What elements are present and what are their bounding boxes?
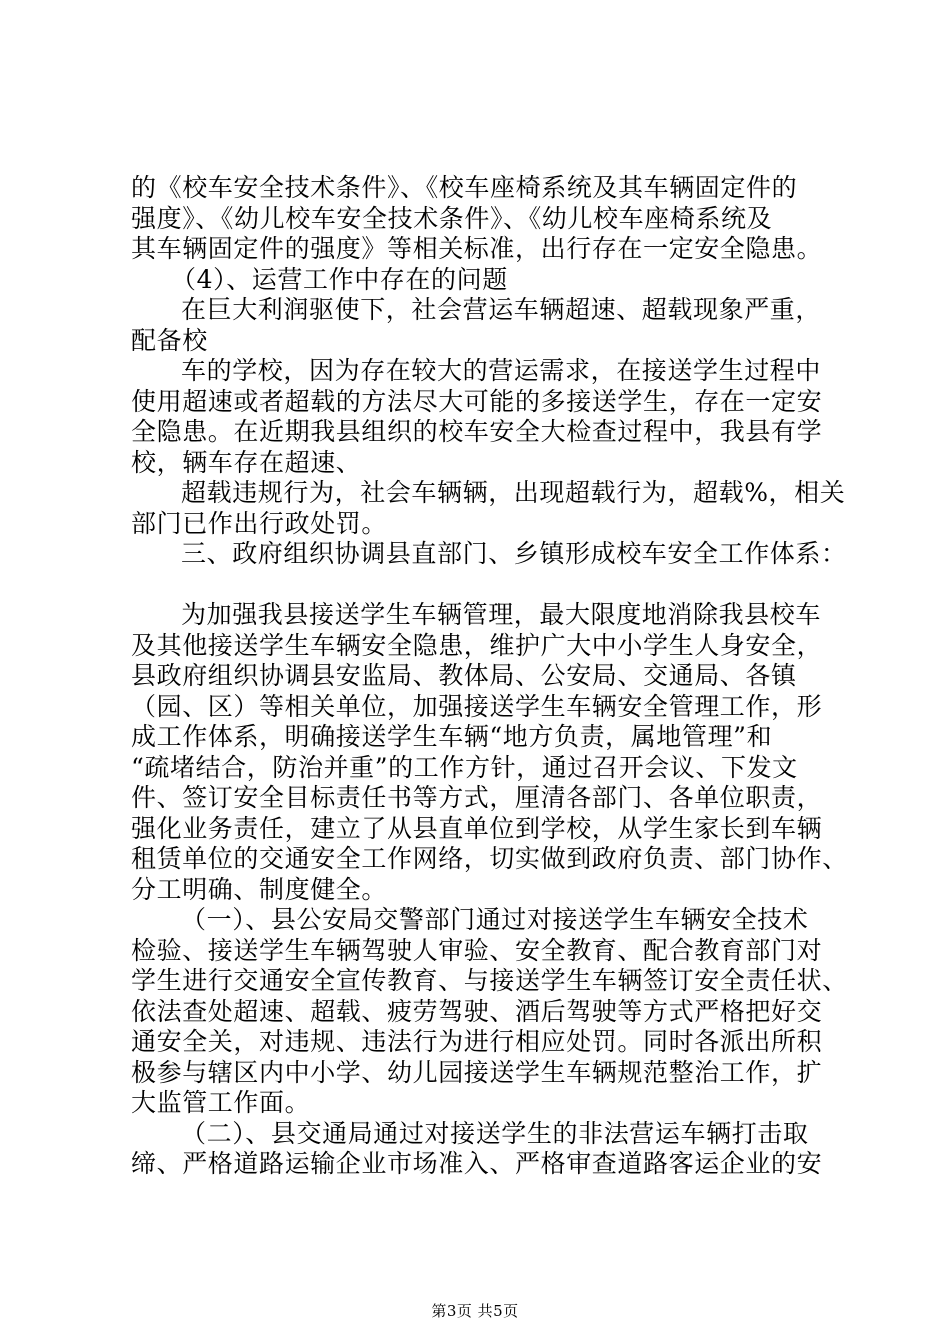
text-line: 部门已作出行政处罚。	[131, 508, 388, 538]
page-footer	[0, 1302, 950, 1320]
text-line: 大监管工作面。	[131, 1088, 311, 1117]
paragraph-start: 超载违规行为，社会车辆辆，出现超载行为，超载%，相关	[181, 478, 846, 507]
paragraph-start: 在巨大利润驱使下，社会营运车辆超速、超载现象严重，	[181, 295, 822, 324]
paragraph-start: 为加强我县接送学生车辆管理，最大限度地消除我县校车	[181, 600, 822, 629]
paragraph-start: （二）、县交通局通过对接送学生的非法营运车辆打击取	[181, 1118, 809, 1148]
text-line: 租赁单位的交通安全工作网络，切实做到政府负责、部门协作、	[131, 844, 848, 873]
text-line: 缔、严格道路运输企业市场准入、严格审查道路客运企业的安	[131, 1149, 823, 1178]
text-line: 检验、接送学生车辆驾驶人审验、安全教育、配合教育部门对	[131, 935, 823, 965]
paragraph-start: （一）、县公安局交警部门通过对接送学生车辆安全技术	[181, 905, 809, 934]
paragraph-start: 车的学校，因为存在较大的营运需求，在接送学生过程中	[181, 356, 822, 385]
text-line: 依法查处超速、超载、疲劳驾驶、酒后驾驶等方式严格把好交	[131, 996, 823, 1026]
text-line: 极参与辖区内中小学、幼儿园接送学生车辆规范整治工作，扩	[131, 1057, 823, 1087]
section-heading: （4）、运营工作中存在的问题	[171, 264, 508, 294]
page-number-label: 第3页 共5页	[431, 1302, 519, 1320]
text-line: 及其他接送学生车辆安全隐患，维护广大中小学生人身安全，	[131, 630, 823, 660]
text-line: 校，辆车存在超速、	[131, 447, 362, 477]
text-line: 分工明确、制度健全。	[131, 874, 388, 904]
text-line: 的《校车安全技术条件》、《校车座椅系统及其车辆固定件的	[131, 173, 798, 202]
text-line: 使用超速或者超载的方法尽大可能的多接送学生，存在一定安	[131, 386, 823, 416]
text-line: 配备校	[131, 325, 208, 355]
text-line: （园、区）等相关单位，加强接送学生车辆安全管理工作，形	[131, 691, 823, 721]
document-body	[131, 173, 848, 1180]
text-line: 全隐患。在近期我县组织的校车安全大检查过程中，我县有学	[131, 417, 823, 446]
text-line: 通安全关，对违规、违法行为进行相应处罚。同时各派出所积	[131, 1027, 823, 1056]
text-line: “疏堵结合，防治并重”的工作方针，通过召开会议、下发文	[131, 752, 798, 782]
text-line: 县政府组织协调县安监局、教体局、公安局、交通局、各镇	[131, 661, 797, 690]
text-line: 学生进行交通安全宣传教育、与接送学生车辆签订安全责任状、	[131, 966, 848, 995]
text-line: 件、签订安全目标责任书等方式，厘清各部门、各单位职责，	[131, 783, 823, 812]
text-line: 其车辆固定件的强度》等相关标准，出行存在一定安全隐患。	[131, 234, 823, 263]
section-heading: 三、政府组织协调县直部门、乡镇形成校车安全工作体系：	[181, 539, 847, 568]
blank-line	[131, 570, 831, 601]
text-line: 强度》、《幼儿校车安全技术条件》、《幼儿校车座椅系统及	[131, 203, 773, 233]
text-line: 成工作体系，明确接送学生车辆“地方负责，属地管理”和	[131, 722, 773, 751]
text-line: 强化业务责任，建立了从县直单位到学校，从学生家长到车辆	[131, 813, 823, 843]
